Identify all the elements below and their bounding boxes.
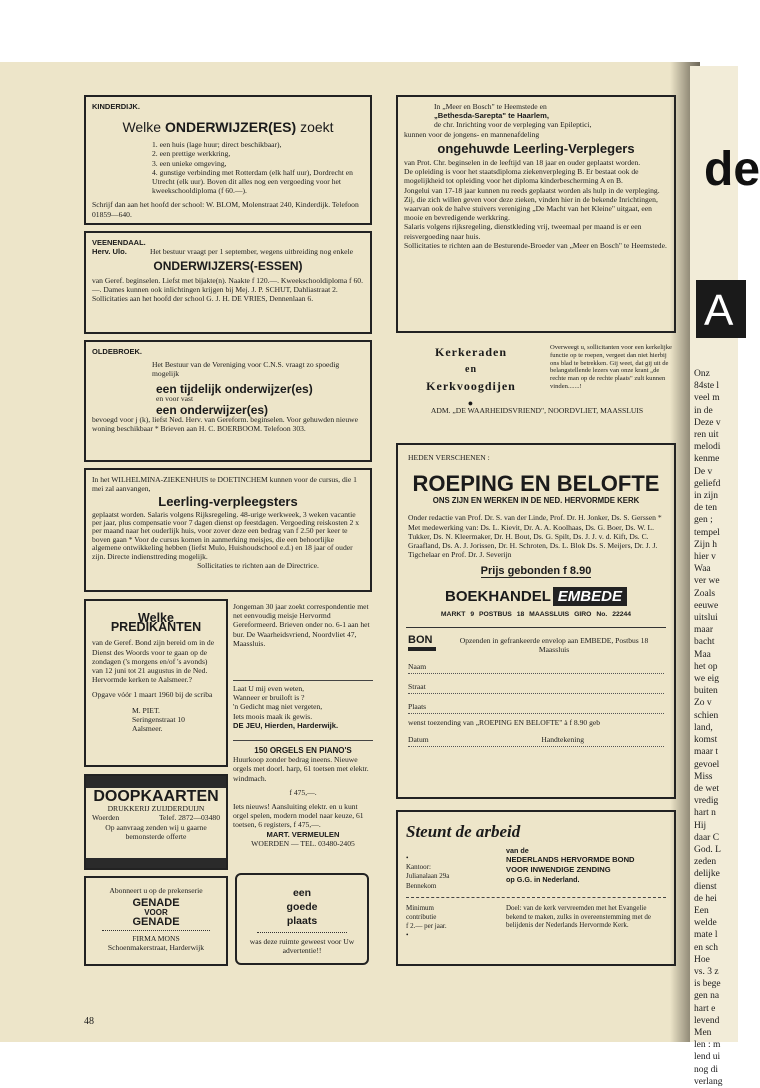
office-info: • Kantoor: Julianalaan 29a Bennekom [406, 846, 506, 891]
poem-line: Laat U mij even weten, [233, 684, 305, 693]
ad-paragraph: Salaris volgens rijksregeling, dienstkleding vrij, tweemaal per maand is er een reisvergoeding naar huis. [404, 222, 642, 241]
ad-paragraph: Jongelui van 17-18 jaar kunnen nu reeds geplaatst worden als hulp in de verpleging. [404, 185, 660, 195]
bon-label-wrap [408, 633, 436, 654]
straat-field[interactable] [408, 674, 664, 694]
right-page-line: Men [694, 1027, 712, 1038]
ad-title: GENADE [132, 915, 180, 928]
right-page-line: maar t [694, 747, 719, 758]
ad-firm: MART. VERMEULEN [266, 829, 340, 839]
right-page-line: verlang [694, 1076, 723, 1087]
ad-intro: Het bestuur vraagt per 1 september, wegens uitbreiding nog enkele [150, 247, 353, 257]
plaats-field[interactable] [408, 694, 664, 714]
ad-place: KINDERDIJK. [92, 102, 140, 111]
org-name: NEDERLANDS HERVORMDE BOND [506, 855, 635, 865]
right-page-line: Zoals [694, 588, 716, 599]
right-page-line: en sch [694, 942, 719, 953]
ad-body: Jongeman 30 jaar zoekt correspondentie met net eenvoudig meisje Hervormd Gereformeerd. Brieven onder no. 6-1 aan het bur. De Waarheidsvriend, Noordvliet 47, Maassluis. [233, 602, 370, 648]
right-page-line: gevoel [694, 759, 720, 770]
book-title: ROEPING EN BELOFTE [412, 471, 660, 497]
ad-body: Iets nieuws! Aansluiting elektr. en u kunt orgel spelen, modern model naar keuze, 61 toetsen, 6 registers, f 475,—. [233, 802, 364, 830]
field-label: Datum [408, 735, 429, 745]
field-label: Plaats [408, 702, 427, 712]
right-page-line: Maa [694, 649, 711, 660]
decorative-band [86, 776, 226, 788]
right-page-line: Een [694, 905, 709, 916]
ad-paragraph: De opleiding is voor het staatsdiploma ziekenverpleging B. Er bestaat ook de mogelijkheid tot opleiding voor het diploma kinderbescherming A en B. [404, 167, 639, 186]
right-page-line: gen ; [694, 515, 713, 526]
ad-genade [84, 876, 228, 966]
ad-intro: Het Bestuur van de Vereniging voor C.N.S. vraagt zo spoedig mogelijk [152, 360, 340, 379]
field-label: Handtekening [541, 735, 584, 745]
decorative-band [86, 858, 226, 868]
org-name: VOOR INWENDIGE ZENDING [506, 865, 611, 875]
naam-field[interactable] [408, 654, 664, 674]
right-page-line: len : m [694, 1040, 721, 1051]
ad-headline: ONDERWIJZERS(-ESSEN) [153, 259, 303, 274]
ad-headline: ongehuwde Leerling-Verplegers [437, 140, 635, 156]
ad-intro: In het WILHELMINA-ZIEKENHUIS te DOETINCHEM kunnen voor de cursus, die 1 mei zal aanvangen, [92, 475, 357, 494]
ad-jongeman [233, 602, 373, 648]
headline-main: ONDERWIJZER(ES) [164, 119, 297, 136]
bookshop-address: MARKT 9 POSTBUS 18 MAASSLUIS GIRO No. 22244 [440, 610, 632, 618]
headline-post: zoekt [300, 119, 334, 136]
right-page [690, 66, 760, 1087]
ad-place: VEENENDAAL. [92, 238, 146, 247]
right-page-line: lend ui [694, 1052, 721, 1063]
ad-offer: Op aanvraag zenden wij u gaarne bemonsterde offerte [105, 822, 207, 841]
right-page-line: vs. 3 z [694, 966, 719, 977]
bookshop-name [408, 587, 664, 606]
right-page-line: Zo v [694, 698, 712, 709]
ad-orgels [233, 746, 373, 848]
right-page-line: mate l [694, 930, 718, 941]
right-page-line: delijke [694, 869, 720, 880]
right-page-line: hart e [694, 1003, 716, 1014]
headline-line: en [465, 364, 477, 375]
ad-body: Overweegt u, sollicitanten voor een kerkelijke functie op te roepen, vergeet dan niet hierbij ons blad te betrekken. Gij weet, dat gij uit de belangstellende lezers van onze krant „de rechte man op de rechte plaats" zult kunnen vinden.......! [550, 344, 672, 390]
ad-body: Huurkoop zonder bedrag ineens. Nieuwe orgels met doorl. harp, 61 toetsen met elektr. windmach. [233, 755, 369, 783]
ad-title: VOOR [144, 908, 168, 918]
right-page-line: nog di [694, 1064, 719, 1075]
right-page-line: geliefd [694, 478, 721, 489]
ad-body: geplaatst worden. Salaris volgens Rijksregeling. 48-urige werkweek, 3 weken vacantie per jaar, plus compensatie voor 7 dagen dienst op feestdagen. Vergoeding reiskosten 2 x per maand naar het ouderlijk huis, voor zover deze een bedrag van f 2.50 per keer te boven gaan * Voor de cursus komen in aanmerking meisjes, die een behoorlijke algemene ontwikkeling hebben (liefst Mulo, Huishoudschool e.d.) en 18 jaar of ouder zijn. Directe indiensttreding mogelijk. [92, 509, 360, 561]
ad-body: Onder redactie van Prof. Dr. S. van der Linde, Prof. Dr. H. Jonker, Ds. S. Gerssen * Met medewerking van: Ds. L. Kievit, Dr. A. A. Koolhaas, Ds. G. Boer, Ds. W. L. Tukker, Ds. N. Kleermaker, Dr. H. Bout, Ds. G. Spilt, Ds. J. J. v. d. Kift, Ds. C. Graafland, Ds. A. J. Jorissen, Dr. H. Schroten, Ds. L. Blok Ds. S. Meijers, Dr. J. J. Tigchelaar en Prof. Dr. J. Severijn [408, 513, 662, 560]
right-page-line: hier v [694, 552, 716, 563]
ad-headline: Welke PREDIKANTEN [110, 611, 202, 635]
headline-pre: Welke [122, 119, 162, 136]
right-page-line: de hei [694, 893, 717, 904]
ad-address: WOERDEN — TEL. 03480-2405 [251, 838, 355, 848]
right-page-line: in zijn [694, 491, 719, 502]
right-page-line: gen na [694, 991, 720, 1002]
ad-phone: Telef. 2872—03480 [158, 813, 220, 823]
ad-intro: In „Meer en Bosch" te Heemstede en [434, 102, 547, 111]
ad-mid: en voor vast [156, 393, 194, 403]
contribution-label: Minimum [406, 903, 435, 912]
right-page-line: dienst [694, 881, 717, 892]
ad-paragraph: van Prot. Chr. beginselen in de leeftijd van 18 jaar en ouder geplaatst worden. [404, 158, 641, 168]
right-page-line: zeden [694, 857, 717, 868]
right-page-line: de ten [694, 503, 717, 514]
bookshop-logo: EMBEDE [553, 587, 627, 606]
ad-opgave: Opgave vóór 1 maart 1960 bij de scriba [92, 690, 213, 700]
right-page-line: buiten [694, 686, 718, 697]
right-page-line: komst [694, 735, 718, 746]
ad-headline: DOOPKAARTEN [93, 788, 219, 805]
right-page-line: Onz [694, 369, 710, 379]
ad-body: bevoegd voor j (k), liefst Ned. Herv. van Gereform. beginselen. Voor gehuwden nieuwe woning beschikbaar * Brieven aan H. C. BOERBOOM. Telefoon 303. [92, 415, 358, 434]
ad-paragraph: Sollicitaties te richten aan de Besturende-Broeder van „Meer en Bosch" te Heemstede. [404, 240, 667, 250]
right-page-line: schien [694, 710, 719, 721]
right-page-line: welde [694, 918, 717, 929]
ad-address: ADM. „DE WAARHEIDSVRIEND", NOORDVLIET, MAASSLUIS [430, 406, 644, 415]
right-page-line: melodi [694, 442, 721, 453]
right-page-line: Deze v [694, 417, 721, 428]
right-page-initial-box [696, 280, 746, 338]
ad-closing: Sollicitaties te richten aan de Directrice. [197, 561, 319, 571]
ad-address: Seringenstraat 10 [132, 714, 185, 724]
headline-line: Kerkvoogdijen [426, 379, 516, 393]
right-page-line: is bege [694, 979, 721, 990]
right-page-line: vredig [694, 796, 719, 807]
ad-kerkeraden [398, 340, 676, 434]
right-page-line: de wet [694, 783, 720, 794]
office-street: Julianalaan 29a [406, 872, 450, 881]
page-number: 48 [84, 1016, 94, 1027]
right-page-line: God. L [694, 844, 721, 855]
book-subtitle: ONS ZIJN EN WERKEN IN DE NED. HERVORMDE KERK [432, 496, 640, 506]
ad-name: M. PIET. [132, 705, 160, 715]
book-price: Prijs gebonden f 8.90 [480, 565, 592, 578]
org-info [506, 846, 666, 891]
right-page-line: Hij [694, 820, 707, 831]
ad-line: goede [286, 901, 318, 913]
ad-place: OLDEBROEK. [92, 347, 143, 356]
ad-city: Woerden [92, 813, 120, 823]
ad-list [152, 140, 364, 195]
right-page-line: 84ste l [694, 381, 720, 392]
ad-intro: „Bethesda-Sarepta" te Haarlem, [434, 111, 550, 121]
right-page-line: we eig [694, 674, 720, 685]
right-page-line: bacht [694, 637, 715, 648]
ad-subtitle: Herv. Ulo. [92, 247, 127, 257]
ad-headline: 150 ORGELS EN PIANO'S [254, 746, 352, 755]
ad-price: f 475,—. [289, 787, 317, 797]
bookshop-label: BOEKHANDEL [445, 587, 551, 605]
ad-intro: Abonneert u op de prekenserie [109, 886, 203, 895]
ad-line: plaats [286, 915, 318, 927]
ad-predikanten [84, 599, 228, 767]
ad-goede-plaats [235, 873, 369, 965]
contribution-info: Minimum contributie f 2.— per jaar. • [406, 904, 506, 941]
right-page-line: Hoe [694, 954, 710, 965]
right-page-initial: A [704, 286, 734, 335]
right-page-line: kenme [694, 454, 720, 465]
ad-kinderdijk [84, 95, 372, 225]
right-page-line: in de [694, 405, 713, 416]
ad-doopkaarten [84, 774, 228, 870]
ad-steunt-de-arbeid [396, 810, 676, 966]
org-goal: Doel: van de kerk vervreemden met het Evangelie bekend te maken, zulks in overeenstemming met de belijdenis der Nederlands Hervormde Kerk. [506, 903, 652, 930]
right-page-line: veel m [694, 393, 720, 404]
field-label: Straat [408, 682, 426, 692]
right-page-line: het op [694, 661, 718, 672]
right-page-line: hart n [694, 808, 716, 819]
org-prefix: van de [506, 846, 529, 855]
right-page-line: De v [694, 466, 713, 477]
ad-wilhelmina [84, 468, 372, 592]
ad-city: Aalsmeer. [132, 724, 163, 734]
ad-body: van Geref. beginselen. Liefst met bijakte(n). Naakte f 120.—. Kweekschooldiploma f 60.—. Dames kunnen ook inlichtingen krijgen bij Mej. J. P. SCHUT, Dahliastraat 2. Sollicitaties aan het hoofd der school G. J. H. DE VRIES, Dennenlaan 6. [92, 275, 363, 304]
ad-intro: de chr. Inrichting voor de verpleging van Epileptici, [434, 120, 592, 130]
office-city: Bennekom [406, 881, 437, 890]
contribution-amount: f 2.— per jaar. [406, 922, 447, 931]
right-page-line: uitslui [694, 613, 718, 624]
ad-footer: was deze ruimte geweest voor Uw advertentie!! [249, 937, 355, 956]
bon-label: BON [408, 633, 433, 646]
ad-title: GENADE [132, 897, 180, 910]
right-page-line: Zijn h [694, 539, 717, 550]
field-label: Naam [408, 662, 427, 672]
right-page-line: Miss [694, 771, 713, 782]
ad-headline: Kerkeraden en Kerkvoogdijen ● [408, 344, 534, 412]
ad-veenendaal [84, 231, 372, 334]
ad-meer-en-bosch [396, 95, 676, 333]
ad-line: een [292, 887, 312, 899]
ad-contact: DE JEU, Hierden, Harderwijk. [233, 720, 339, 730]
right-page-line: Waa [694, 564, 711, 575]
ad-contact: Schrijf dan aan het hoofd der school: W. BLOM, Molenstraat 240, Kinderdijk. Telefoon 01859—640. [92, 200, 359, 219]
signature-row[interactable] [408, 727, 664, 747]
ad-roeping-en-belofte [396, 443, 676, 799]
right-page-line: eeuwe [694, 600, 719, 611]
org-name: op G.G. in Nederland. [506, 875, 580, 885]
ad-oldebroek [84, 340, 372, 462]
ad-headline [92, 119, 364, 135]
ad-headline: Steunt de arbeid [406, 822, 521, 841]
ad-gedicht [233, 684, 373, 730]
right-page-line: ver we [694, 576, 720, 587]
list-item: 2. een prettige werkkring, [152, 149, 231, 159]
ad-intro: kunnen voor de jongens- en mannenafdeling [404, 129, 540, 139]
office-label: Kantoor: [406, 863, 431, 872]
ad-body: van de Geref. Bond zijn bereid om in de Dienst des Woords voor te gaan op de zondagen ('s morgens en/of 's avonds) van 12 juni tot 21 augustus in de Ned. Hervormde kerken te Aalsmeer.? [92, 638, 215, 685]
ad-headline-temporary: een tijdelijk onderwijzer(es) [156, 381, 313, 396]
right-page-line: maar [694, 625, 713, 636]
right-page-line: ren uit [694, 430, 719, 441]
ad-paragraph: Zij, die zich willen geven voor deze zieken, vinden hier in de bekende Inrichtingen, waarvan ook de halve stuivers vereniging „De Macht van het Kleine" uitgaat, een mooie en bevredigende werkkring. [404, 194, 658, 223]
ad-headline-permanent: een onderwijzer(es) [156, 403, 269, 418]
right-page-line: levend [694, 1015, 720, 1026]
ad-firm: DRUKKERIJ ZUIJDERDUIJN [107, 804, 205, 814]
right-page-line: tempel [694, 527, 720, 538]
headline-line: Kerkeraden [435, 345, 507, 359]
right-page-line: daar C [694, 832, 720, 843]
right-page-line: land, [694, 722, 713, 733]
right-page-text [694, 368, 740, 1088]
ad-headline: Leerling-verpleegsters [158, 494, 298, 510]
list-item: 4. gunstige verbinding met Rotterdam (elk half uur), Dordrecht en Utrecht (elk uur). Boven dit alles nog een vergoeding voor het kweekschooldiploma (f 60.—). [152, 167, 353, 196]
ad-firm: FIRMA MONS [132, 933, 180, 943]
right-page-heading: de [704, 143, 760, 196]
list-item: 3. een unieke omgeving, [152, 158, 227, 168]
contribution-label: contributie [406, 913, 437, 922]
poem-line: Wanneer er bruiloft is ? [233, 693, 305, 703]
bon-instructions: Opzenden in gefrankeerde envelop aan EMBEDE, Postbus 18 Maassluis [459, 635, 649, 655]
ad-intro: HEDEN VERSCHENEN : [408, 453, 490, 462]
poem-line: Iets moois maak ik gewis. [233, 711, 313, 721]
poem-line: 'n Gedicht mag niet vergeten, [233, 702, 323, 712]
order-text: wenst toezending van „ROEPING EN BELOFTE" à f 8.90 geb [408, 718, 601, 728]
list-item: 1. een huis (lage huur; direct beschikbaar), [152, 140, 282, 150]
ad-address: Schoenmakerstraat, Harderwijk [107, 943, 205, 953]
